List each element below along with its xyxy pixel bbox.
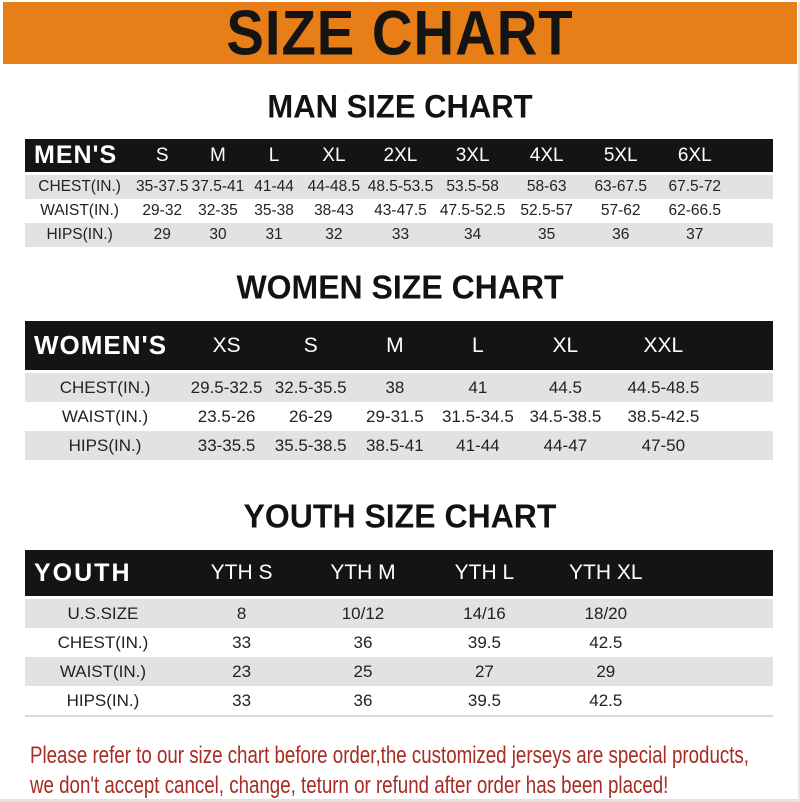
- disclaimer-line-2: we don't accept cancel, change, teturn or refund after order has been placed!: [30, 772, 669, 799]
- youth-size-table: [25, 550, 773, 717]
- table-corner-label: WOMEN'S: [25, 321, 185, 372]
- spacer-cell: [732, 139, 773, 174]
- size-chart-page: [0, 2, 800, 802]
- size-value-cell: 33: [232, 632, 252, 652]
- spacer-cell: [667, 598, 773, 629]
- size-value-cell: 33: [232, 690, 252, 710]
- column-header: XL: [519, 321, 611, 372]
- size-value-cell: 35-37.5: [134, 174, 190, 200]
- spacer-cell: [715, 402, 773, 431]
- row-label: WAIST(IN.): [61, 406, 149, 426]
- size-value-cell: 37.5-41: [190, 174, 245, 200]
- table-header-row: [25, 139, 773, 174]
- size-value-cell: 29.5-32.5: [185, 372, 268, 403]
- column-header: 2XL: [365, 139, 435, 174]
- size-value-cell: 36: [353, 690, 373, 710]
- size-value-cell: 36: [584, 223, 658, 247]
- column-header: 5XL: [584, 139, 658, 174]
- size-chart-banner: [3, 0, 797, 69]
- size-value-cell: 31.5-34.5: [441, 406, 514, 426]
- size-value-cell: 27: [424, 657, 545, 686]
- banner-title: SIZE CHART: [226, 0, 574, 69]
- spacer-cell: [667, 628, 773, 657]
- size-value-cell: 38.5-41: [353, 431, 436, 460]
- size-value-cell: 37: [658, 223, 732, 247]
- row-label: WAIST(IN.): [40, 202, 119, 219]
- size-value-cell: 43-47.5: [374, 202, 427, 219]
- column-header: 4XL: [510, 139, 584, 174]
- size-value-cell: 62-66.5: [668, 202, 722, 219]
- row-label: CHEST(IN.): [57, 632, 149, 652]
- size-value-cell: 38-43: [314, 202, 354, 219]
- size-value-cell: 52.5-57: [520, 202, 573, 219]
- row-label: CHEST(IN.): [25, 372, 185, 403]
- size-value-cell: 36: [353, 632, 373, 652]
- size-value-cell: 41-44: [246, 174, 303, 200]
- table-row: [25, 174, 773, 200]
- men-size-section: [0, 89, 800, 247]
- size-value-cell: 29: [545, 657, 666, 686]
- table-row: [25, 431, 773, 460]
- row-label: HIPS(IN.): [25, 223, 134, 247]
- size-value-cell: 29-31.5: [366, 406, 424, 426]
- size-value-cell: 57-62: [600, 202, 641, 219]
- size-value-cell: 35: [510, 223, 584, 247]
- size-value-cell: 42.5: [589, 632, 623, 652]
- table-row: [25, 199, 773, 223]
- size-value-cell: 44.5-48.5: [611, 372, 715, 403]
- size-value-cell: 35-38: [254, 202, 294, 219]
- size-value-cell: 33-35.5: [185, 431, 268, 460]
- size-value-cell: 18/20: [545, 598, 666, 629]
- spacer-cell: [715, 431, 773, 460]
- table-row: [25, 598, 773, 629]
- spacer-cell: [732, 223, 773, 247]
- youth-size-section: [0, 498, 800, 717]
- size-value-cell: 44-48.5: [302, 174, 365, 200]
- size-value-cell: 29: [134, 223, 190, 247]
- size-value-cell: 38.5-42.5: [627, 406, 700, 426]
- size-value-cell: 33: [365, 223, 435, 247]
- column-header: YTH S: [181, 550, 302, 598]
- size-value-cell: 53.5-58: [436, 174, 510, 200]
- column-header: L: [246, 139, 303, 174]
- column-header: L: [436, 321, 519, 372]
- size-value-cell: 39.5: [467, 632, 501, 652]
- size-value-cell: 63-67.5: [584, 174, 658, 200]
- size-value-cell: 44-47: [519, 431, 611, 460]
- size-value-cell: 47.5-52.5: [439, 202, 506, 219]
- column-header: YTH M: [302, 550, 423, 598]
- row-label: HIPS(IN.): [25, 431, 185, 460]
- women-size-table: [25, 321, 773, 460]
- column-header: S: [268, 321, 353, 372]
- size-value-cell: 67.5-72: [658, 174, 732, 200]
- table-header-row: [25, 550, 773, 598]
- spacer-cell: [715, 372, 773, 403]
- column-header: 3XL: [436, 139, 510, 174]
- size-value-cell: 23: [181, 657, 302, 686]
- size-value-cell: 34: [436, 223, 510, 247]
- size-value-cell: 48.5-53.5: [365, 174, 435, 200]
- footer-disclaimer: [30, 741, 800, 801]
- column-header: XXL: [611, 321, 715, 372]
- spacer-cell: [667, 657, 773, 686]
- spacer-cell: [715, 321, 773, 372]
- size-value-cell: 25: [302, 657, 423, 686]
- size-value-cell: 34.5-38.5: [529, 406, 602, 426]
- section-heading: MAN SIZE CHART: [267, 88, 533, 125]
- table-row: [25, 402, 773, 431]
- size-value-cell: 38: [353, 372, 436, 403]
- column-header: S: [134, 139, 190, 174]
- column-header: YTH L: [424, 550, 545, 598]
- column-header: YTH XL: [545, 550, 666, 598]
- size-value-cell: 26-29: [288, 406, 333, 426]
- size-value-cell: 39.5: [467, 690, 501, 710]
- column-header: XS: [185, 321, 268, 372]
- table-row: [25, 372, 773, 403]
- section-heading: YOUTH SIZE CHART: [243, 497, 557, 535]
- row-label: HIPS(IN.): [66, 690, 140, 710]
- women-size-section: [0, 269, 800, 460]
- size-value-cell: 32: [302, 223, 365, 247]
- column-header: XL: [302, 139, 365, 174]
- size-value-cell: 41: [436, 372, 519, 403]
- size-value-cell: 29-32: [142, 202, 183, 219]
- size-value-cell: 42.5: [589, 690, 623, 710]
- table-corner-label: MEN'S: [25, 139, 134, 174]
- spacer-cell: [667, 550, 773, 598]
- size-value-cell: 14/16: [424, 598, 545, 629]
- size-value-cell: 10/12: [302, 598, 423, 629]
- size-value-cell: 23.5-26: [197, 406, 256, 426]
- men-size-table: [25, 139, 773, 247]
- disclaimer-line-1: Please refer to our size chart before order,the customized jerseys are special products,: [30, 742, 750, 769]
- size-value-cell: 31: [246, 223, 303, 247]
- size-value-cell: 8: [181, 598, 302, 629]
- table-row: [25, 686, 773, 716]
- size-value-cell: 58-63: [510, 174, 584, 200]
- row-label: WAIST(IN.): [25, 657, 181, 686]
- row-label: U.S.SIZE: [25, 598, 181, 629]
- spacer-cell: [667, 686, 773, 716]
- spacer-cell: [732, 174, 773, 200]
- table-row: [25, 657, 773, 686]
- size-value-cell: 32.5-35.5: [268, 372, 353, 403]
- table-corner-label: YOUTH: [25, 550, 181, 598]
- size-value-cell: 30: [190, 223, 245, 247]
- column-header: M: [353, 321, 436, 372]
- size-value-cell: 41-44: [436, 431, 519, 460]
- spacer-cell: [732, 199, 773, 223]
- table-header-row: [25, 321, 773, 372]
- table-row: [25, 223, 773, 247]
- size-value-cell: 47-50: [611, 431, 715, 460]
- column-header: 6XL: [658, 139, 732, 174]
- section-heading: WOMEN SIZE CHART: [236, 268, 564, 306]
- size-value-cell: 44.5: [519, 372, 611, 403]
- size-value-cell: 35.5-38.5: [268, 431, 353, 460]
- table-row: [25, 628, 773, 657]
- row-label: CHEST(IN.): [25, 174, 134, 200]
- size-value-cell: 32-35: [198, 202, 238, 219]
- column-header: M: [190, 139, 245, 174]
